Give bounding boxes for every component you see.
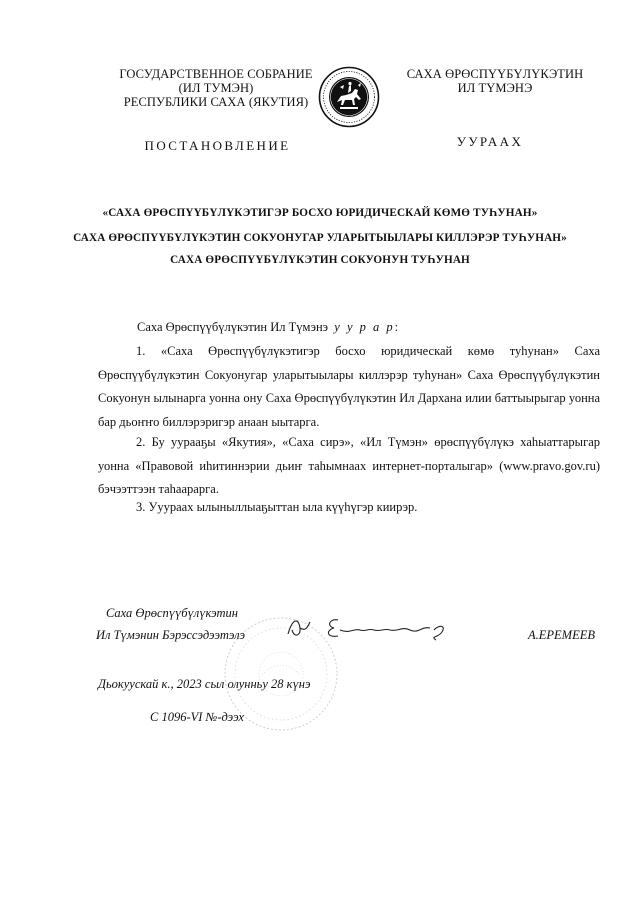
resolution-item-3: 3. Ууураах ылыныллыаҕыттан ыла күүһүгэр киирэр.: [136, 500, 418, 514]
document-title-line-1: «САХА ӨРӨСПҮҮБҮЛҮКЭТИГЭР БОСХО ЮРИДИЧЕСКАЙ КӨМӨ ТУҺУНАН»: [102, 207, 538, 219]
handwritten-signature: [280, 608, 460, 644]
header-right-line-1: САХА ӨРӨСПҮҮБҮЛҮКЭТИН: [406, 67, 584, 81]
place-date-line: Дьокуускай к., 2023 сыл олунньу 28 күнэ: [98, 677, 311, 691]
signatory-title-line-2: Ил Түмэнин Бэрэссэдээтэлэ: [96, 628, 246, 642]
doc-type-ru: ПОСТАНОВЛЕНИЕ: [144, 138, 291, 153]
doc-type-sah: УУРААХ: [456, 134, 524, 149]
signatory-name: А.ЕРЕМЕЕВ: [528, 628, 595, 642]
document-number: С 1096-VI №-дээх: [150, 710, 244, 724]
signatory-title-line-1: Саха Өрөспүүбүлүкэтин: [106, 606, 239, 620]
document-title-line-2: САХА ӨРӨСПҮҮБҮЛҮКЭТИН СОКУОНУГАР УЛАРЫТЫЫЛАРЫ КИЛЛЭРЭР ТУҺУНАН»: [73, 232, 567, 244]
header-left-block: [100, 67, 332, 109]
header-right-line-2: ИЛ ТҮМЭНЭ: [457, 81, 533, 95]
intro-colon: :: [394, 320, 399, 334]
header-left-line-2: (ИЛ ТУМЭН): [178, 81, 254, 95]
resolution-item-2: 2. Бу уурааҕы «Якутия», «Саха сирэ», «Ил Түмэн» өрөспүүбүлүкэ хаһыаттарыгар уонна «Правовой иһитиннэрии дьиҥ таһымнаах интернет-порталыгар» (www.pravo.gov.ru) бэчээттээн таһаарарга.: [98, 435, 600, 496]
intro-paragraph: [137, 316, 398, 340]
header-right-block: [395, 67, 595, 95]
republic-emblem-icon: [318, 66, 380, 128]
intro-resolves: у у р а р: [334, 320, 395, 334]
document-title-line-3: САХА ӨРӨСПҮҮБҮЛҮКЭТИН СОКУОНУН ТУҺУНАН: [170, 254, 470, 266]
header-left-line-1: ГОСУДАРСТВЕННОЕ СОБРАНИЕ: [119, 67, 313, 81]
intro-text: Саха Өрөспүүбүлүкэтин Ил Түмэнэ: [137, 320, 329, 334]
resolution-item-1: 1. «Саха Өрөспүүбүлүкэтигэр босхо юридическай көмө туһунан» Саха Өрөспүүбүлүкэтин Сокуонугар уларытыылары киллэрэр туһунан» Саха Өрөспүүбүлүкэтин Сокуонун ылынарга уонна ону Саха Өрөспүүбүлүкэтин Ил Дархана илии баттыырыгар уонна бар дьоҥҥо биллэрэригэр анаан ыытарга.: [98, 344, 600, 429]
header-left-line-3: РЕСПУБЛИКИ САХА (ЯКУТИЯ): [123, 95, 309, 109]
